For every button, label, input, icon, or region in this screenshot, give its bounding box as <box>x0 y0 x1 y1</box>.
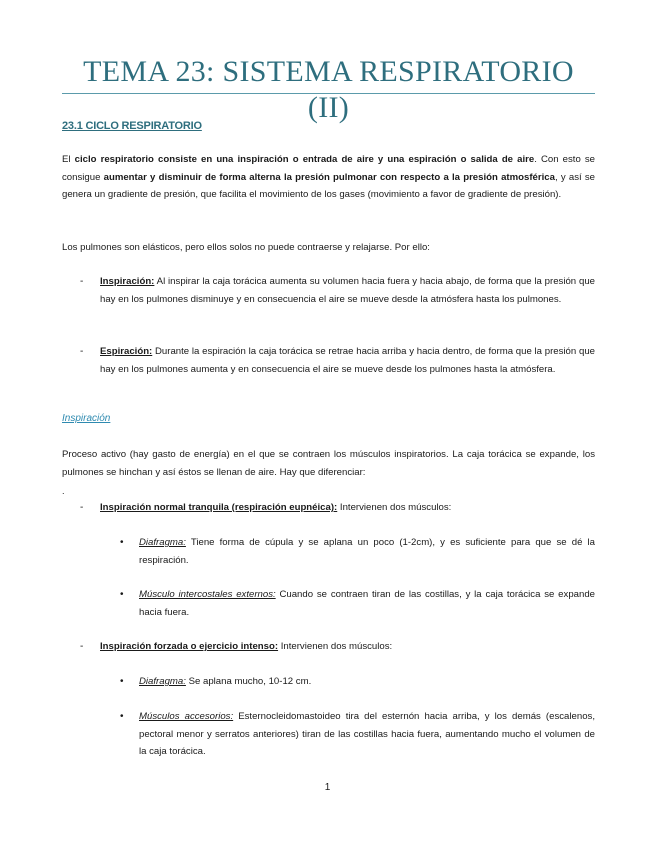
page-title: TEMA 23: SISTEMA RESPIRATORIO (II) <box>83 55 574 124</box>
list-item-text <box>100 499 595 517</box>
inspiration-paragraph: Proceso activo (hay gasto de energía) en el que se contraen los músculos inspiratorios. La caja torácica se expande, los pulmones se hinchan y así éstos se llenan de aire. Hay que diferenciar: <box>62 449 595 478</box>
intro-text-a: El <box>62 154 75 165</box>
list-item-text <box>100 638 595 656</box>
desc-diafragma: Tiene forma de cúpula y se aplana un poco (1-2cm), y es suficiente para que se dé la respiración. <box>139 537 595 566</box>
bullet-text <box>139 673 595 691</box>
intro-text-c: , y así se genera un gradiente de presión, que facilita el movimiento de los gases (movimiento a favor de gradiente de presión). <box>62 171 596 201</box>
intro-text-b: . Con esto se consigue <box>62 154 596 183</box>
bullet-marker: • <box>120 711 124 722</box>
bullet-marker: • <box>120 676 124 687</box>
dash-marker: - <box>80 502 84 513</box>
intro-bold-b: aumentar y disminuir de forma alterna la presión pulmonar con respecto a la presión atmosférica <box>103 171 555 183</box>
page-number: 1 <box>324 782 331 793</box>
desc-espiracion: Durante la espiración la caja torácica se retrae hacia arriba y hacia dentro, de forma que la presión que hay en los pulmones aumenta y en consecuencia el aire se mueve desde los pulmones hasta la atmósfera. <box>100 346 595 375</box>
stray-dot: . <box>62 486 65 496</box>
desc-inspiracion-forzada: Intervienen dos músculos: <box>278 641 393 652</box>
desc-accesorios: Esternocleidomastoideo tira del esternón hacia arriba, y los demás (escalenos, pectoral menor y serratos anteriores) tiran de las costillas hacia fuera, aumentando mucho el volumen de la caja torácica. <box>139 711 595 758</box>
desc-diafragma: Se aplana mucho, 10-12 cm. <box>185 676 312 687</box>
term-inspiracion: Inspiración: <box>100 276 155 287</box>
bullet-marker: • <box>120 589 124 600</box>
desc-intercostales: Cuando se contraen tiran de las costillas, y la caja torácica se expande hacia fuera. <box>139 589 595 618</box>
term-inspiracion-forzada: Inspiración forzada o ejercicio intenso: <box>100 641 279 652</box>
section-heading: 23.1 CICLO RESPIRATORIO <box>62 120 202 132</box>
list-item-text <box>100 273 595 308</box>
term-intercostales: Músculo intercostales externos: <box>139 589 276 600</box>
dash-marker: - <box>80 346 84 357</box>
list-item-text <box>100 343 595 378</box>
term-diafragma: Diafragma: <box>139 676 186 687</box>
dash-marker: - <box>80 276 84 287</box>
bullet-text <box>139 708 595 761</box>
term-accesorios: Músculos accesorios: <box>139 711 234 722</box>
bullet-text <box>139 586 595 621</box>
term-espiracion: Espiración: <box>100 346 153 357</box>
bullet-text <box>139 534 595 569</box>
intro-paragraph <box>62 151 595 204</box>
term-diafragma: Diafragma: <box>139 537 186 548</box>
lungs-paragraph: Los pulmones son elásticos, pero ellos solos no puede contraerse y relajarse. Por ello: <box>62 242 430 253</box>
bullet-marker: • <box>120 537 124 548</box>
title-divider <box>62 93 595 94</box>
desc-inspiracion-normal: Intervienen dos músculos: <box>337 502 452 513</box>
subsection-heading-inspiracion: Inspiración <box>62 413 111 424</box>
desc-inspiracion: Al inspirar la caja torácica aumenta su volumen hacia fuera y hacia abajo, de forma que la presión que hay en los pulmones disminuye y en consecuencia el aire se mueve desde la atmósfera hasta los pulmones. <box>100 276 595 305</box>
term-inspiracion-normal: Inspiración normal tranquila (respiración eupnéica): <box>100 502 338 513</box>
intro-bold-a: ciclo respiratorio consiste en una inspiración o entrada de aire y una espiración o salida de aire <box>74 154 535 165</box>
dash-marker: - <box>80 641 84 652</box>
